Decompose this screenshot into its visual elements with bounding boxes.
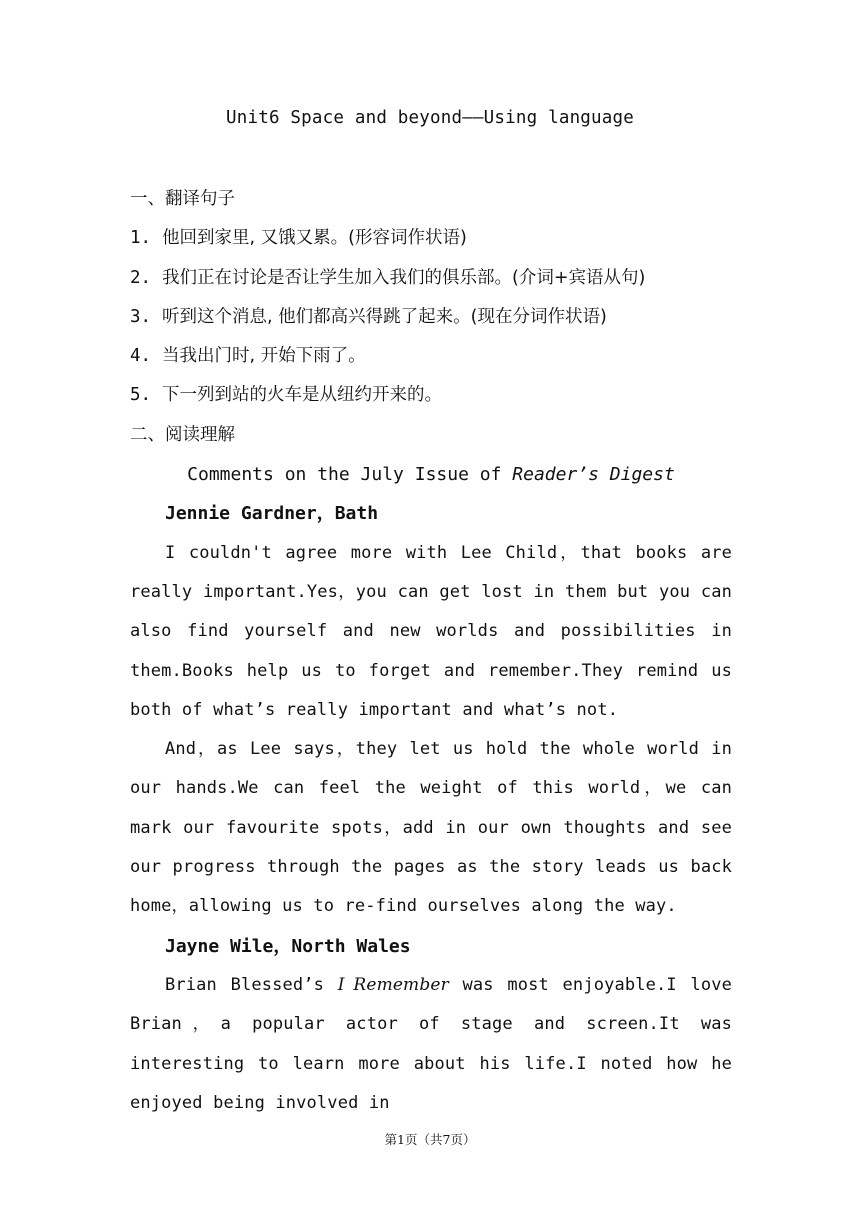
translation-item [130, 219, 732, 258]
paragraph-text: was most enjoyable.I love Brian，a popular actor of stage and screen.It was interesting to learn more about his life.I noted how he enjoyed being involved in [130, 974, 732, 1113]
translation-item [130, 376, 732, 415]
item-text: 当我出门时, 开始下雨了。 [162, 346, 366, 367]
item-number: 1. [130, 228, 152, 249]
translation-item [130, 259, 732, 298]
translation-item [130, 337, 732, 376]
item-number: 5. [130, 385, 152, 406]
letter-paragraph: I couldn't agree more with Lee Child，that books are really important.Yes，you can get lost in them but you can also find yourself and new worlds and possibilities in them.Books help us to forget and remember.They remind us both of what’s really important and what’s not. [130, 542, 732, 720]
letter-paragraph [130, 966, 732, 1123]
item-text: 我们正在讨论是否让学生加入我们的俱乐部。(介词+宾语从句) [162, 267, 646, 288]
letter-author: Jennie Gardner，Bath [165, 503, 379, 525]
article-title-text: Comments on the July Issue of [187, 464, 513, 486]
item-text: 下一列到站的火车是从纽约开来的。 [162, 385, 442, 406]
page-footer: 第1页（共7页） [384, 1132, 476, 1147]
item-number: 2. [130, 267, 152, 288]
book-title: I Remember [337, 974, 449, 995]
section-heading-reading: 二、阅读理解 [130, 424, 235, 445]
item-number: 3. [130, 306, 152, 327]
letter-paragraph: And，as Lee says，they let us hold the whole world in our hands.We can feel the weight of this world，we can mark our favourite spots，add in our own thoughts and see our progress through the pages as the story leads us back home，allowing us to re-find ourselves along the way. [130, 739, 732, 917]
letter-author: Jayne Wile，North Wales [165, 935, 411, 957]
item-text: 听到这个消息, 他们都高兴得跳了起来。(现在分词作状语) [162, 306, 607, 327]
translation-item [130, 298, 732, 337]
magazine-name: Reader’s Digest [512, 464, 675, 486]
paragraph-text: Brian Blessed’s [165, 974, 338, 995]
section-heading-translation: 一、翻译句子 [130, 189, 235, 209]
item-number: 4. [130, 346, 152, 367]
document-title: Unit6 Space and beyond——Using language [226, 108, 634, 128]
document-body [130, 180, 732, 1123]
item-text: 他回到家里, 又饿又累。(形容词作状语) [162, 228, 467, 249]
article-title [130, 455, 732, 494]
